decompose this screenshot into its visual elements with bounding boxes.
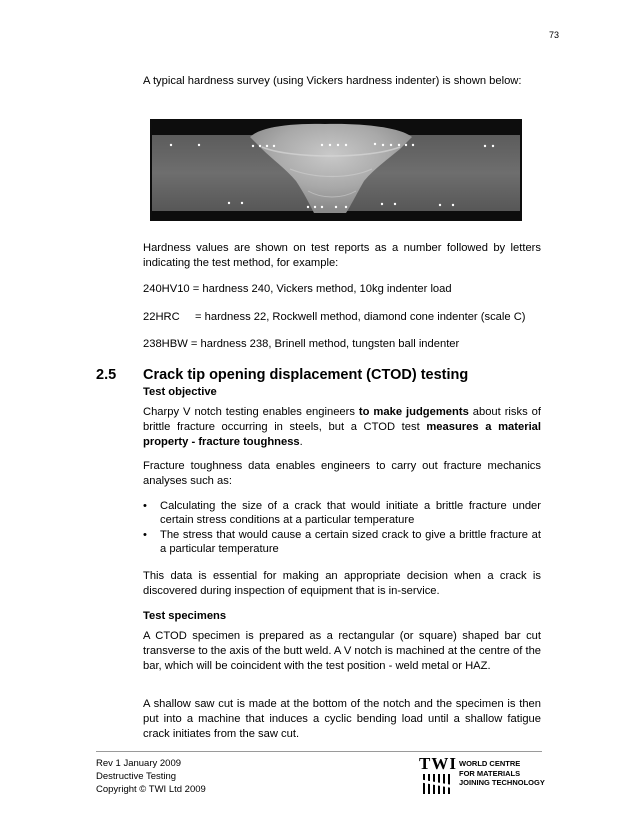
example-hrc [143, 311, 526, 323]
charpy-bold-2: measures a material property - fracture toughness [143, 421, 542, 448]
bullet-text: The stress that would cause a certain sized crack to give a brittle fracture at a particular temperature [160, 529, 541, 555]
footer-copyright: Copyright © TWI Ltd 2009 [96, 784, 206, 795]
footer-revision: Rev 1 January 2009 [96, 758, 182, 769]
example-hbw [143, 338, 459, 350]
intro-paragraph: A typical hardness survey (using Vickers hardness indenter) is shown below: [143, 75, 522, 87]
bullet-icon: • [143, 529, 147, 541]
hardness-intro-paragraph: Hardness values are shown on test reports as a number followed by letters indicating the test method, for example: [143, 242, 541, 269]
footer-divider [96, 751, 542, 752]
page-number: 73 [549, 30, 560, 40]
logo-line-1: WORLD CENTRE [459, 759, 521, 768]
weld-macro-svg [150, 119, 522, 221]
logo-line-3: JOINING TECHNOLOGY [459, 778, 545, 787]
charpy-text-1: Charpy V notch testing enables engineers [143, 406, 359, 418]
charpy-text-3: . [299, 436, 303, 448]
bullet-icon: • [143, 500, 147, 512]
example-hbw-code: 238HBW [143, 338, 188, 350]
footer-document: Destructive Testing [96, 771, 177, 782]
charpy-bold-1: to make judgements [358, 406, 469, 418]
specimen-paragraph: A CTOD specimen is prepared as a rectangular (or square) shaped bar cut transverse to the axis of the butt weld. A V notch is machined at the centre of the bar, which will be coincident with the test position - weld metal or HAZ. [143, 630, 542, 672]
section-title: Crack tip opening displacement (CTOD) testing [143, 367, 469, 383]
example-hv-desc: = hardness 240, Vickers method, 10kg indenter load [189, 283, 452, 295]
saw-cut-paragraph: A shallow saw cut is made at the bottom of the notch and the specimen is then put into a machine that induces a cyclic bending load until a shallow fatigue crack initiates from the saw cut. [143, 698, 541, 740]
example-hv-code: 240HV10 [143, 283, 190, 295]
charpy-paragraph [143, 405, 541, 450]
decision-paragraph: This data is essential for making an appropriate decision when a crack is discovered during inspection of equipment that is in-service. [143, 570, 541, 597]
weld-macro-image [150, 119, 522, 221]
section-number: 2.5 [96, 367, 117, 383]
example-hrc-desc: = hardness 22, Rockwell method, diamond cone indenter (scale C) [195, 311, 526, 323]
charpy-text-2: about risks of brittle fracture occurring in steels, but a CTOD test [143, 406, 541, 433]
twi-logo [419, 756, 543, 792]
objective-heading: Test objective [143, 386, 217, 398]
example-hrc-code: 22HRC [143, 311, 180, 323]
twi-logo-tagline [459, 759, 545, 788]
example-hbw-desc: = hardness 238, Brinell method, tungsten ball indenter [187, 338, 460, 350]
twi-logo-symbol-icon [421, 772, 457, 794]
specimens-heading: Test specimens [143, 610, 227, 622]
example-hv [143, 283, 452, 295]
logo-line-2: FOR MATERIALS [459, 768, 521, 778]
fracture-intro-paragraph: Fracture toughness data enables engineers to carry out fracture mechanics analyses such as: [143, 460, 541, 487]
bullet-text: Calculating the size of a crack that would initiate a brittle fracture under certain stress conditions at a particular temperature [160, 500, 541, 526]
twi-logo-wordmark: TWI [419, 754, 457, 773]
